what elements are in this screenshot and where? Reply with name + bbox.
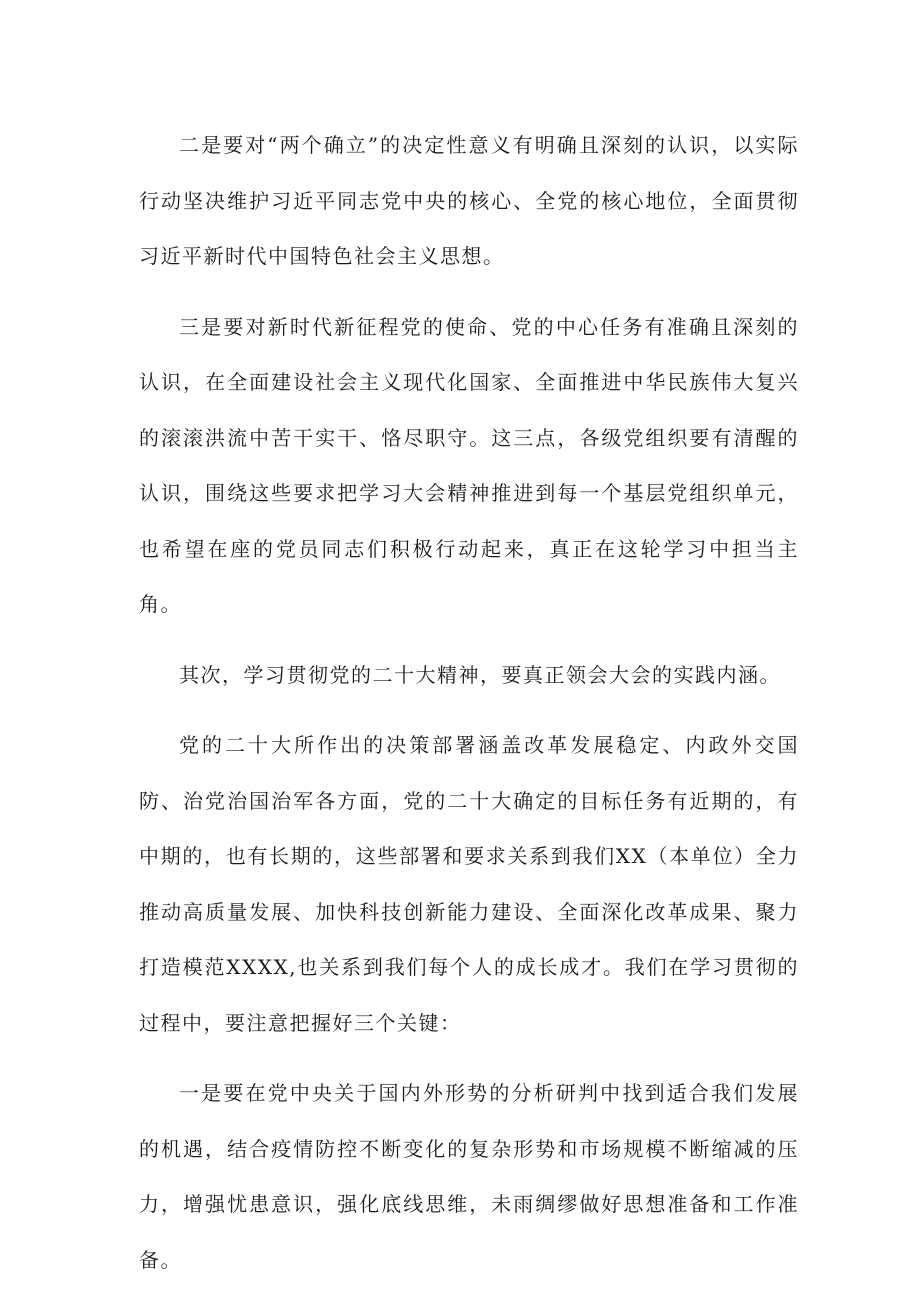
document-body (139, 118, 799, 1288)
paragraph-point-two: 二是要对“两个确立”的决定性意义有明确且深刻的认识，以实际行动坚决维护习近平同志党中央的核心、全党的核心地位，全面贯彻习近平新时代中国特色社会主义思想。 (139, 133, 799, 268)
paragraph-secondly: 其次，学习贯彻党的二十大精神，要真正领会大会的实践内涵。 (179, 662, 781, 687)
paragraph-point-one: 一是要在党中央关于国内外形势的分析研判中找到适合我们发展的机遇，结合疫情防控不断变化的复杂形势和市场规模不断缩减的压力，增强忧患意识，强化底线思维，未雨绸缪做好思想准备和工作准备。 (139, 1081, 799, 1272)
paragraph-decisions: 党的二十大所作出的决策部署涵盖改革发展稳定、内政外交国防、治党治国治军各方面，党的二十大确定的目标任务有近期的，有中期的，也有长期的，这些部署和要求关系到我们XX（本单位）全力推动高质量发展、加快科技创新能力建设、全面深化改革成果、聚力打造模范XXXX,也关系到我们每个人的成长成才。我们在学习贯彻的过程中，要注意把握好三个关键： (139, 733, 799, 1035)
paragraph-point-three: 三是要对新时代新征程党的使命、党的中心任务有准确且深刻的认识，在全面建设社会主义现代化国家、全面推进中华民族伟大复兴的滚滚洪流中苦干实干、恪尽职守。这三点，各级党组织要有清醒的认识，围绕这些要求把学习大会精神推进到每一个基层党组织单元，也希望在座的党员同志们积极行动起来，真正在这轮学习中担当主角。 (139, 314, 799, 616)
